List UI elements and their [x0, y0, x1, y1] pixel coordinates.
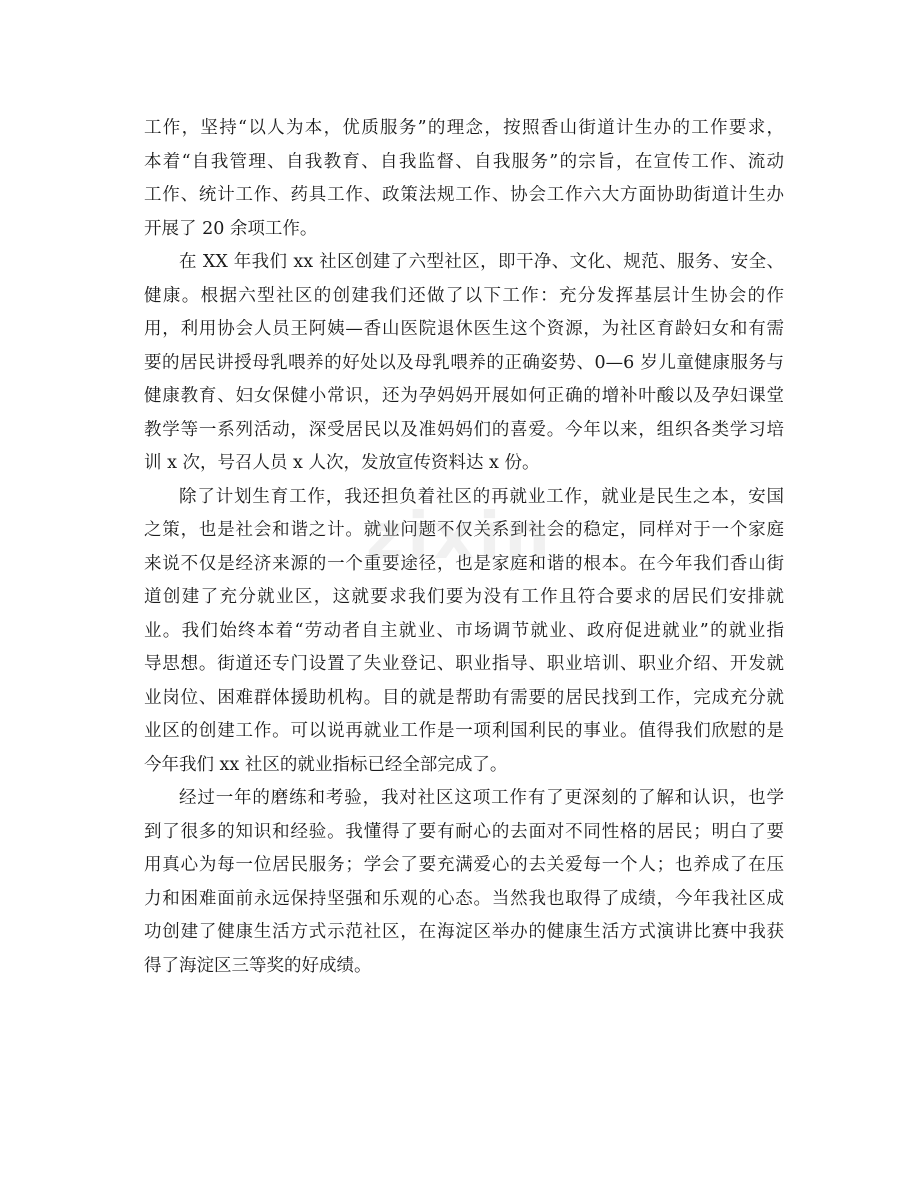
- text-line: 到了很多的知识和经验。我懂得了要有耐心的去面对不同性格的居民；明白了要: [144, 821, 784, 842]
- text-line: 工作，坚持“以人为本，优质服务”的理念，按照香山街道计生办的工作要求，: [144, 118, 784, 138]
- paragraph-4: [144, 782, 784, 983]
- watermark-logo: zixin: [366, 500, 554, 574]
- text-line: 训 x 次，号召人员 x 人次，发放宣传资料达 x 份。: [144, 453, 540, 473]
- text-line: 业岗位、困难群体援助机构。目的就是帮助有需要的居民找到工作，完成充分就: [144, 687, 784, 708]
- text-line: 道创建了充分就业区，这就要求我们要为没有工作且符合要求的居民们安排就: [144, 587, 784, 607]
- paragraph-2: [144, 246, 784, 481]
- text-line: 得了海淀区三等奖的好成绩。: [144, 955, 372, 976]
- text-line: 业。我们始终本着“劳动者自主就业、市场调节就业、政府促进就业”的就业指: [144, 620, 784, 641]
- paragraph-3: [144, 481, 784, 783]
- text-line: 健康。根据六型社区的创建我们还做了以下工作：充分发挥基层计生协会的作: [144, 285, 784, 306]
- text-line: 之策，也是社会和谐之计。就业问题不仅关系到社会的稳定，同样对于一个家庭: [144, 520, 784, 540]
- text-line: 用真心为每一位居民服务；学会了要充满爱心的去关爱每一个人；也养成了在压: [144, 855, 784, 875]
- text-line: 在 XX 年我们 xx 社区创建了六型社区，即干净、文化、规范、服务、安全、: [179, 252, 784, 272]
- text-line: 经过一年的磨练和考验，我对社区这项工作有了更深刻的了解和认识，也学: [179, 788, 784, 808]
- text-line: 开展了 20 余项工作。: [144, 218, 318, 239]
- text-line: 功创建了健康生活方式示范社区，在海淀区举办的健康生活方式演讲比赛中我获: [144, 922, 784, 942]
- text-line: 导思想。街道还专门设置了失业登记、职业指导、职业培训、职业介绍、开发就: [144, 654, 784, 674]
- text-line: 用，利用协会人员王阿姨—香山医院退休医生这个资源，为社区育龄妇女和有需: [144, 319, 784, 339]
- text-line: 业区的创建工作。可以说再就业工作是一项利国利民的事业。值得我们欣慰的是: [144, 721, 784, 741]
- text-line: 要的居民讲授母乳喂养的好处以及母乳喂养的正确姿势、0—6 岁儿童健康服务与: [144, 352, 784, 373]
- paragraph-1: [144, 112, 784, 246]
- text-line: 工作、统计工作、药具工作、政策法规工作、协会工作六大方面协助街道计生办: [144, 185, 784, 205]
- document-body: [144, 112, 784, 983]
- text-line: 来说不仅是经济来源的一个重要途径，也是家庭和谐的根本。在今年我们香山街: [144, 553, 784, 574]
- text-line: 除了计划生育工作，我还担负着社区的再就业工作，就业是民生之本，安国: [179, 486, 784, 507]
- text-line: 力和困难面前永远保持坚强和乐观的心态。当然我也取得了成绩，今年我社区成: [144, 888, 784, 909]
- text-line: 健康教育、妇女保健小常识，还为孕妈妈开展如何正确的增补叶酸以及孕妇课堂: [144, 386, 784, 406]
- text-line: 今年我们 xx 社区的就业指标已经全部完成了。: [144, 754, 508, 775]
- text-line: 本着“自我管理、自我教育、自我监督、自我服务”的宗旨，在宣传工作、流动: [144, 151, 784, 172]
- text-line: 教学等一系列活动，深受居民以及准妈妈们的喜爱。今年以来，组织各类学习培: [144, 419, 784, 440]
